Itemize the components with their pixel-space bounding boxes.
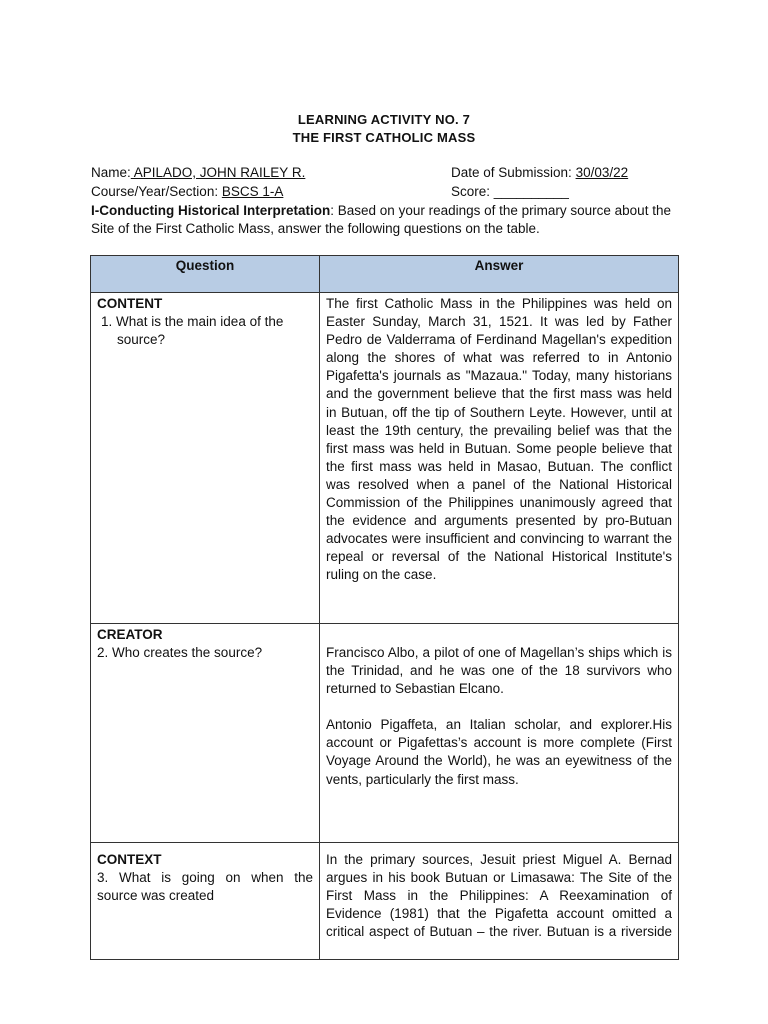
answer-paragraph: The first Catholic Mass in the Philippines was held on Easter Sunday, March 31, 1521. It was led by Father Pedro de Valderrama of Ferdinand Magellan's expedition along the shores of what was referred to in Antonio Pigafetta's journals as "Mazaua." Today, many historians and the government believe that the first mass was held in Butuan, off the tip of Southern Leyte. However, until at least the 19th century, the prevailing belief was that the first mass was held in Butuan. Some people believe that the first mass was held in Masao, Butuan. The conflict was resolved when a panel of the National Historical Commission of the Philippines unanimously agreed that the evidence and arguments presented by pro-Butuan advocates were insufficient and convincing to warrant the repeal or reversal of the National Historical Institute's ruling on the case.: [326, 296, 672, 583]
questions-table: [90, 255, 679, 960]
table-row: [91, 843, 679, 960]
name-label: Name:: [91, 165, 131, 180]
answer-cell: [320, 843, 679, 960]
course-value: BSCS 1-A: [221, 184, 284, 199]
table-row: [91, 293, 679, 624]
question-cell: [91, 843, 320, 960]
answer-cell: [320, 624, 679, 843]
score-value: __________: [493, 184, 569, 199]
instructions: [91, 202, 681, 238]
table-row: [91, 624, 679, 843]
question-text: 3. What is going on when the source was created: [97, 870, 313, 903]
date-label: Date of Submission:: [451, 165, 572, 180]
score-line: [451, 184, 569, 199]
answer-paragraph: Antonio Pigaffeta, an Italian scholar, and explorer.His account or Pigafettas’s account is more complete (First Voyage Around the World), he was an eyewitness of the vents, particularly the first mass.: [326, 717, 672, 787]
question-category: CONTEXT: [97, 852, 162, 867]
course-label: Course/Year/Section:: [91, 184, 219, 199]
answer-column-header: Answer: [320, 256, 679, 293]
name-value: APILADO, JOHN RAILEY R.: [130, 165, 306, 180]
question-cell: [91, 293, 320, 624]
name-line: [91, 165, 305, 180]
question-category: CONTENT: [97, 296, 163, 311]
activity-subtitle: THE FIRST CATHOLIC MASS: [292, 130, 476, 145]
instructions-heading: I-Conducting Historical Interpretation: [91, 203, 331, 218]
answer-paragraph: Francisco Albo, a pilot of one of Magellan’s ships which is the Trinidad, and he was one of the 18 survivors who returned to Sebastian Elcano.: [326, 645, 672, 697]
date-line: [451, 165, 628, 180]
activity-title: LEARNING ACTIVITY NO. 7: [297, 112, 471, 127]
question-text: 2. Who creates the source?: [97, 645, 263, 660]
question-text: 1. What is the main idea of the source?: [101, 314, 284, 347]
answer-paragraph: In the primary sources, Jesuit priest Miguel A. Bernad argues in his book Butuan or Limasawa: The Site of the First Mass in the Philippines: A Reexamination of Evidence (1981) that the Pigafetta account omitted a critical aspect of Butuan – the river. Butuan is a riverside: [326, 852, 672, 940]
answer-cell: [320, 293, 679, 624]
date-value: 30/03/22: [575, 165, 629, 180]
question-column-header: Question: [91, 256, 320, 293]
course-line: [91, 184, 283, 199]
question-cell: [91, 624, 320, 843]
question-category: CREATOR: [97, 627, 163, 642]
table-header-row: [91, 256, 679, 293]
score-label: Score:: [451, 184, 491, 199]
instructions-text: : Based on your readings of the primary source about the Site of the First Catholic Mass, answer the following questions on the table.: [91, 203, 671, 236]
